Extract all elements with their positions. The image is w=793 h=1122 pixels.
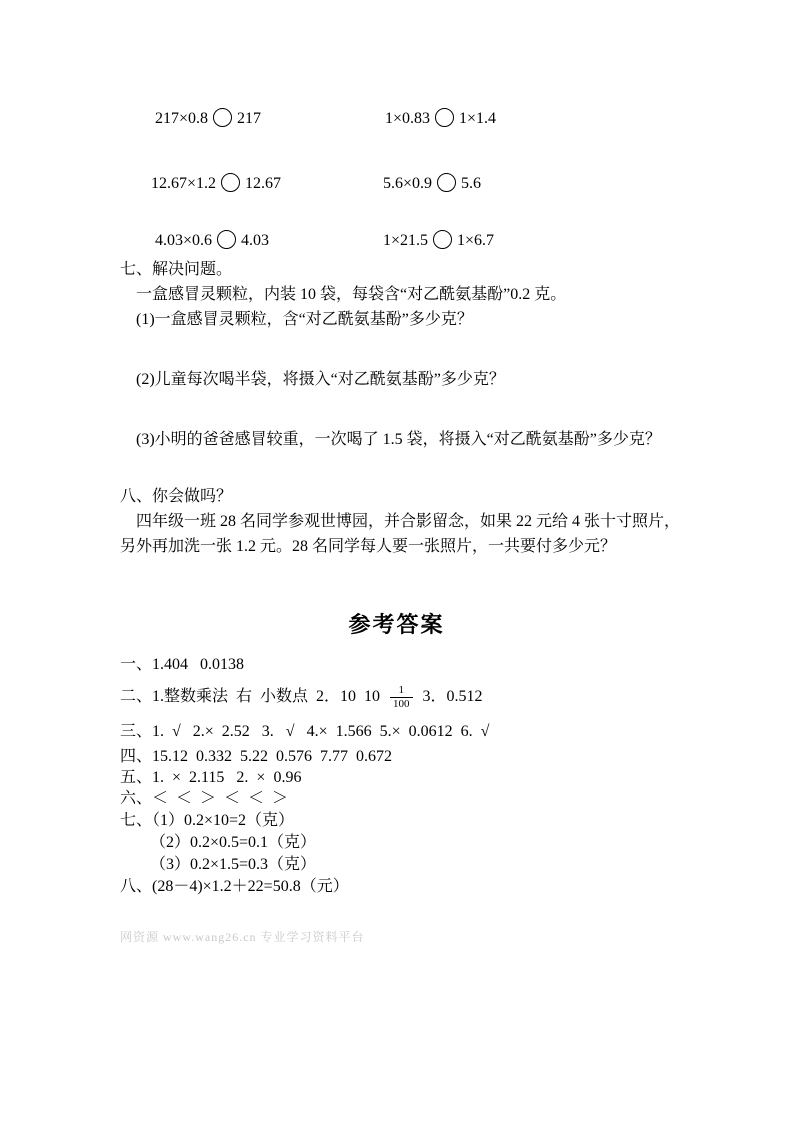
expression-left: 1×21.5 <box>383 232 429 249</box>
comparison-item <box>383 230 494 252</box>
answer-line-7-part-2: （2）0.2×0.5=0.1（克） <box>150 834 317 851</box>
section-seven-intro: 一盒感冒灵颗粒，内装 10 袋，每袋含“对乙酰氨基酚”0.2 克。 <box>136 286 567 303</box>
answer-line-2-pre: 二、1.整数乘法 右 小数点 2．10 10 <box>120 687 389 705</box>
expression-left: 4.03×0.6 <box>155 232 213 249</box>
section-eight-heading: 八、你会做吗？ <box>120 488 233 505</box>
expression-left: 1×0.83 <box>385 110 431 127</box>
section-eight-line-2: 另外再加洗一张 1.2 元。28 名同学每人要一张照片，一共要付多少元？ <box>120 538 617 555</box>
expression-left: 5.6×0.9 <box>383 175 433 192</box>
comparison-circle <box>433 230 452 249</box>
comparison-item <box>383 173 481 195</box>
expression-right: 4.03 <box>241 232 270 249</box>
fraction-denominator: 100 <box>390 697 413 711</box>
expression-left: 12.67×1.2 <box>151 175 217 192</box>
comparison-item <box>155 108 261 130</box>
comparison-item <box>155 230 269 252</box>
answer-line-3: 三、1. √ 2.× 2.52 3. √ 4.× 1.566 5.× 0.0612 6. √ <box>120 723 490 740</box>
fraction <box>390 684 413 710</box>
answer-line-8: 八、(28－4)×1.2＋22=50.8（元） <box>120 878 349 895</box>
watermark-text: 网资源 www.wang26.cn 专业学习资料平台 <box>120 930 365 944</box>
answer-line-7-part-1: 七、（1）0.2×10=2（克） <box>120 812 295 829</box>
answer-line-7-part-3: （3）0.2×1.5=0.3（克） <box>150 856 317 873</box>
question-1: (1)一盒感冒灵颗粒，含“对乙酰氨基酚”多少克？ <box>136 311 473 328</box>
expression-left: 217×0.8 <box>155 110 209 127</box>
comparison-circle <box>435 108 454 127</box>
expression-right: 1×1.4 <box>459 110 497 127</box>
question-3: (3)小明的爸爸感冒较重，一次喝了 1.5 袋，将摄入“对乙酰氨基酚”多少克？ <box>136 431 661 448</box>
answers-title: 参考答案 <box>348 612 445 637</box>
section-eight-line-1: 四年级一班 28 名同学参观世博园，并合影留念，如果 22 元给 4 张十寸照片， <box>136 513 681 530</box>
comparison-circle <box>213 108 232 127</box>
expression-right: 1×6.7 <box>457 232 495 249</box>
expression-right: 5.6 <box>461 175 482 192</box>
answer-line-6: 六、＜ ＜ ＞ ＜ ＜ ＞ <box>120 790 289 807</box>
comparison-circle <box>217 230 236 249</box>
answer-line-1: 一、1.404 0.0138 <box>120 656 245 673</box>
section-seven-heading: 七、解决问题。 <box>120 261 233 278</box>
answer-line-2-post: 3．0.512 <box>414 687 483 705</box>
comparison-item <box>151 173 281 195</box>
comparison-circle <box>437 173 456 192</box>
fraction-numerator: 1 <box>398 684 405 696</box>
answer-line-2 <box>120 684 483 710</box>
answer-line-5: 五、1. × 2.115 2. × 0.96 <box>120 769 302 786</box>
expression-right: 217 <box>237 110 262 127</box>
comparison-item <box>385 108 496 130</box>
comparison-circle <box>221 173 240 192</box>
expression-right: 12.67 <box>245 175 282 192</box>
answer-line-4: 四、15.12 0.332 5.22 0.576 7.77 0.672 <box>120 748 393 765</box>
question-2: (2)儿童每次喝半袋，将摄入“对乙酰氨基酚”多少克？ <box>136 371 505 388</box>
